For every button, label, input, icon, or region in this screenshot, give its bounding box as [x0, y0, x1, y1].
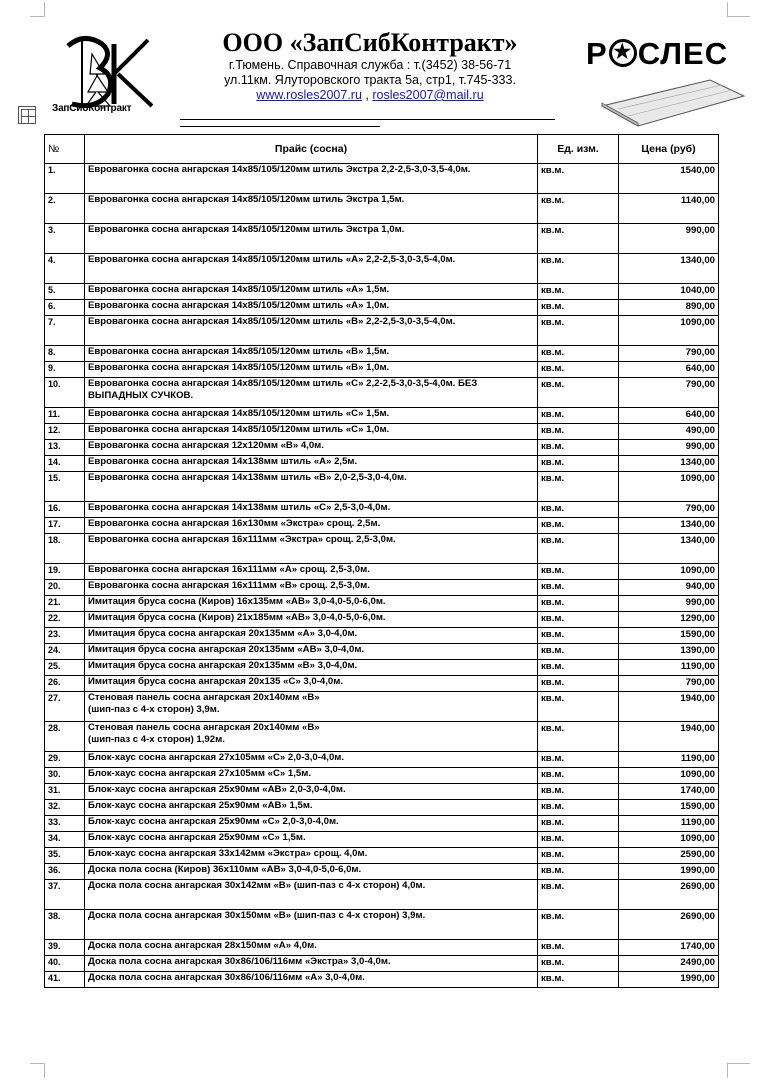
row-product-name: Доска пола сосна (Киров) 36х110мм «АВ» 3,0-4,0-5,0-6,0м.: [85, 864, 538, 880]
row-unit: кв.м.: [538, 346, 619, 362]
row-number: 25.: [45, 660, 85, 676]
row-number: 6.: [45, 300, 85, 316]
table-row: [45, 880, 719, 910]
row-price: 1340,00: [619, 456, 719, 472]
row-product-name: Имитация бруса сосна ангарская 20х135мм «А» 3,0-4,0м.: [85, 628, 538, 644]
header-name: Прайс (сосна): [85, 135, 538, 164]
row-product-name: Евровагонка сосна ангарская 16х111мм «А» срощ. 2,5-3,0м.: [85, 564, 538, 580]
table-row: [45, 768, 719, 784]
row-unit: кв.м.: [538, 784, 619, 800]
row-unit: кв.м.: [538, 472, 619, 502]
row-number: 34.: [45, 832, 85, 848]
table-row: [45, 956, 719, 972]
row-product-name: Блок-хаус сосна ангарская 25х90мм «АВ» 2,0-3,0-4,0м.: [85, 784, 538, 800]
row-product-name: Имитация бруса сосна ангарская 20х135 «С» 3,0-4,0м.: [85, 676, 538, 692]
row-number: 21.: [45, 596, 85, 612]
table-row: [45, 816, 719, 832]
row-product-name: Евровагонка сосна ангарская 14х138мм штиль «В» 2,0-2,5-3,0-4,0м.: [85, 472, 538, 502]
table-row: [45, 676, 719, 692]
row-product-name: Евровагонка сосна ангарская 12х120мм «В» 4,0м.: [85, 440, 538, 456]
table-row: [45, 752, 719, 768]
row-unit: кв.м.: [538, 254, 619, 284]
row-number: 15.: [45, 472, 85, 502]
row-unit: кв.м.: [538, 518, 619, 534]
row-number: 30.: [45, 768, 85, 784]
row-price: 990,00: [619, 596, 719, 612]
row-number: 36.: [45, 864, 85, 880]
row-price: 1590,00: [619, 800, 719, 816]
row-price: 790,00: [619, 378, 719, 408]
row-product-name: Блок-хаус сосна ангарская 25х90мм «АВ» 1,5м.: [85, 800, 538, 816]
row-unit: кв.м.: [538, 940, 619, 956]
row-unit: кв.м.: [538, 628, 619, 644]
row-product-name: Доска пола сосна ангарская 28х150мм «А» 4,0м.: [85, 940, 538, 956]
row-unit: кв.м.: [538, 880, 619, 910]
row-unit: кв.м.: [538, 660, 619, 676]
table-row: [45, 800, 719, 816]
row-price: 1390,00: [619, 644, 719, 660]
row-product-name: Евровагонка сосна ангарская 14х138мм штиль «А» 2,5м.: [85, 456, 538, 472]
row-price: 1540,00: [619, 164, 719, 194]
table-row: [45, 378, 719, 408]
brand-text-start: Р: [586, 36, 608, 71]
row-product-name: Евровагонка сосна ангарская 14х85/105/120мм штиль «А» 2,2-2,5-3,0-3,5-4,0м.: [85, 254, 538, 284]
company-links: [170, 88, 570, 103]
row-product-name: Евровагонка сосна ангарская 14х85/105/120мм штиль «В» 2,2-2,5-3,0-3,5-4,0м.: [85, 316, 538, 346]
row-unit: кв.м.: [538, 378, 619, 408]
row-price: 1990,00: [619, 972, 719, 988]
row-unit: кв.м.: [538, 164, 619, 194]
row-unit: кв.м.: [538, 800, 619, 816]
table-row: [45, 940, 719, 956]
website-link[interactable]: www.rosles2007.ru: [256, 88, 362, 102]
row-unit: кв.м.: [538, 456, 619, 472]
row-product-name: Евровагонка сосна ангарская 14х85/105/120мм штиль Экстра 2,2-2,5-3,0-3,5-4,0м.: [85, 164, 538, 194]
row-price: 1190,00: [619, 752, 719, 768]
table-row: [45, 362, 719, 378]
table-row: [45, 628, 719, 644]
row-price: 990,00: [619, 224, 719, 254]
table-row: [45, 534, 719, 564]
company-name: ООО «ЗапСибКонтракт»: [222, 28, 518, 57]
table-row: [45, 864, 719, 880]
row-price: 1090,00: [619, 768, 719, 784]
row-unit: кв.м.: [538, 956, 619, 972]
row-product-name: Евровагонка сосна ангарская 14х85/105/120мм штиль «А» 1,0м.: [85, 300, 538, 316]
row-product-name: Евровагонка сосна ангарская 14х85/105/120мм штиль «А» 1,5м.: [85, 284, 538, 300]
row-number: 24.: [45, 644, 85, 660]
row-unit: кв.м.: [538, 362, 619, 378]
row-unit: кв.м.: [538, 752, 619, 768]
page-corner-mark: [727, 1063, 750, 1078]
brand-text-end: СЛЕС: [637, 36, 729, 71]
table-header-row: [45, 135, 719, 164]
row-product-name: Доска пола сосна ангарская 30х86/106/116мм «Экстра» 3,0-4,0м.: [85, 956, 538, 972]
row-price: 1190,00: [619, 660, 719, 676]
header-rule: [180, 119, 555, 120]
row-price: 790,00: [619, 346, 719, 362]
row-price: 1340,00: [619, 254, 719, 284]
row-price: 2490,00: [619, 956, 719, 972]
row-number: 8.: [45, 346, 85, 362]
row-price: 1290,00: [619, 612, 719, 628]
row-number: 1.: [45, 164, 85, 194]
table-row: [45, 972, 719, 988]
brand-logo: [586, 36, 728, 72]
table-row: [45, 784, 719, 800]
company-header: [170, 28, 570, 103]
row-price: 2690,00: [619, 910, 719, 940]
row-product-name: Доска пола сосна ангарская 30х150мм «В» (шип-паз с 4-х сторон) 3,9м.: [85, 910, 538, 940]
table-row: [45, 580, 719, 596]
row-product-name: Евровагонка сосна ангарская 16х111мм «В» срощ. 2,5-3,0м.: [85, 580, 538, 596]
row-product-name: Стеновая панель сосна ангарская 20х140мм «В» (шип-паз с 4-х сторон) 1,92м.: [85, 722, 538, 752]
row-number: 13.: [45, 440, 85, 456]
company-address-line: ул.11км. Ялуторовского тракта 5а, стр1, т.745-333.: [224, 73, 516, 87]
table-row: [45, 832, 719, 848]
row-unit: кв.м.: [538, 768, 619, 784]
row-unit: кв.м.: [538, 194, 619, 224]
links-separator: ,: [361, 88, 373, 102]
row-price: 1340,00: [619, 534, 719, 564]
row-product-name: Евровагонка сосна ангарская 16х111мм «Экстра» срощ. 2,5-3,0м.: [85, 534, 538, 564]
row-number: 17.: [45, 518, 85, 534]
row-number: 2.: [45, 194, 85, 224]
row-unit: кв.м.: [538, 816, 619, 832]
table-row: [45, 254, 719, 284]
logo-caption: ЗапСибКонтракт: [52, 103, 132, 114]
table-row: [45, 164, 719, 194]
row-number: 41.: [45, 972, 85, 988]
row-product-name: Стеновая панель сосна ангарская 20х140мм «В» (шип-паз с 4-х сторон) 3,9м.: [85, 692, 538, 722]
row-price: 1940,00: [619, 722, 719, 752]
row-unit: кв.м.: [538, 676, 619, 692]
row-product-name: Блок-хаус сосна ангарская 33х142мм «Экстра» срощ. 4,0м.: [85, 848, 538, 864]
row-price: 1740,00: [619, 940, 719, 956]
row-unit: кв.м.: [538, 722, 619, 752]
row-number: 12.: [45, 424, 85, 440]
row-number: 32.: [45, 800, 85, 816]
row-price: 790,00: [619, 676, 719, 692]
row-product-name: Блок-хаус сосна ангарская 27х105мм «С» 2,0-3,0-4,0м.: [85, 752, 538, 768]
table-row: [45, 518, 719, 534]
row-number: 37.: [45, 880, 85, 910]
row-unit: кв.м.: [538, 864, 619, 880]
row-unit: кв.м.: [538, 300, 619, 316]
row-price: 1990,00: [619, 864, 719, 880]
row-unit: кв.м.: [538, 848, 619, 864]
row-price: 1090,00: [619, 832, 719, 848]
row-product-name: Евровагонка сосна ангарская 14х85/105/120мм штиль «В» 1,0м.: [85, 362, 538, 378]
row-number: 4.: [45, 254, 85, 284]
row-number: 3.: [45, 224, 85, 254]
table-row: [45, 440, 719, 456]
row-number: 10.: [45, 378, 85, 408]
row-unit: кв.м.: [538, 644, 619, 660]
row-unit: кв.м.: [538, 534, 619, 564]
row-number: 16.: [45, 502, 85, 518]
row-number: 18.: [45, 534, 85, 564]
table-row: [45, 692, 719, 722]
table-row: [45, 284, 719, 300]
row-unit: кв.м.: [538, 408, 619, 424]
table-row: [45, 300, 719, 316]
row-price: 1190,00: [619, 816, 719, 832]
table-move-handle-icon[interactable]: [18, 106, 36, 124]
row-number: 19.: [45, 564, 85, 580]
row-product-name: Имитация бруса сосна (Киров) 16х135мм «АВ» 3,0-4,0-5,0-6,0м.: [85, 596, 538, 612]
table-row: [45, 316, 719, 346]
row-price: 1740,00: [619, 784, 719, 800]
row-price: 990,00: [619, 440, 719, 456]
row-price: 640,00: [619, 362, 719, 378]
row-product-name: Евровагонка сосна ангарская 14х85/105/120мм штиль «С» 2,2-2,5-3,0-3,5-4,0м. БЕЗ ВЫПАДНЫХ СУЧКОВ.: [85, 378, 538, 408]
table-row: [45, 346, 719, 362]
table-row: [45, 472, 719, 502]
row-unit: кв.м.: [538, 580, 619, 596]
table-row: [45, 660, 719, 676]
page-corner-mark: [727, 2, 750, 17]
row-product-name: Евровагонка сосна ангарская 14х138мм штиль «С» 2,5-3,0-4,0м.: [85, 502, 538, 518]
row-product-name: Имитация бруса сосна ангарская 20х135мм «В» 3,0-4,0м.: [85, 660, 538, 676]
header-unit: Ед. изм.: [538, 135, 619, 164]
row-unit: кв.м.: [538, 596, 619, 612]
row-unit: кв.м.: [538, 224, 619, 254]
row-number: 35.: [45, 848, 85, 864]
row-unit: кв.м.: [538, 692, 619, 722]
row-price: 1090,00: [619, 564, 719, 580]
row-unit: кв.м.: [538, 910, 619, 940]
table-row: [45, 224, 719, 254]
header-rule: [180, 126, 380, 127]
row-price: 490,00: [619, 424, 719, 440]
row-product-name: Евровагонка сосна ангарская 14х85/105/120мм штиль «В» 1,5м.: [85, 346, 538, 362]
row-product-name: Евровагонка сосна ангарская 14х85/105/120мм штиль Экстра 1,5м.: [85, 194, 538, 224]
row-unit: кв.м.: [538, 316, 619, 346]
row-price: 1340,00: [619, 518, 719, 534]
row-price: 790,00: [619, 502, 719, 518]
table-row: [45, 644, 719, 660]
row-price: 890,00: [619, 300, 719, 316]
row-product-name: Евровагонка сосна ангарская 14х85/105/120мм штиль «С» 1,5м.: [85, 408, 538, 424]
row-product-name: Блок-хаус сосна ангарская 25х90мм «С» 1,5м.: [85, 832, 538, 848]
row-unit: кв.м.: [538, 612, 619, 628]
row-number: 22.: [45, 612, 85, 628]
row-price: 2590,00: [619, 848, 719, 864]
page-corner-mark: [30, 2, 45, 17]
table-row: [45, 848, 719, 864]
company-phone-line: г.Тюмень. Справочная служба : т.(3452) 38-56-71: [228, 58, 512, 72]
row-product-name: Доска пола сосна ангарская 30х86/106/116мм «А» 3,0-4,0м.: [85, 972, 538, 988]
header-num: №: [45, 135, 85, 164]
wood-board-image: [598, 76, 748, 128]
row-price: 2690,00: [619, 880, 719, 910]
row-number: 26.: [45, 676, 85, 692]
page-corner-mark: [30, 1063, 45, 1078]
row-price: 1940,00: [619, 692, 719, 722]
row-number: 27.: [45, 692, 85, 722]
row-unit: кв.м.: [538, 972, 619, 988]
row-unit: кв.м.: [538, 424, 619, 440]
row-number: 28.: [45, 722, 85, 752]
row-number: 38.: [45, 910, 85, 940]
email-link[interactable]: rosles2007@mail.ru: [372, 88, 484, 102]
table-row: [45, 722, 719, 752]
row-product-name: Евровагонка сосна ангарская 14х85/105/120мм штиль Экстра 1,0м.: [85, 224, 538, 254]
row-number: 5.: [45, 284, 85, 300]
row-product-name: Имитация бруса сосна ангарская 20х135мм «АВ» 3,0-4,0м.: [85, 644, 538, 660]
row-number: 40.: [45, 956, 85, 972]
row-product-name: Блок-хаус сосна ангарская 25х90мм «С» 2,0-3,0-4,0м.: [85, 816, 538, 832]
table-row: [45, 910, 719, 940]
table-row: [45, 456, 719, 472]
row-number: 29.: [45, 752, 85, 768]
star-icon: ★: [609, 39, 637, 67]
row-number: 7.: [45, 316, 85, 346]
row-unit: кв.м.: [538, 284, 619, 300]
table-row: [45, 424, 719, 440]
row-number: 20.: [45, 580, 85, 596]
row-product-name: Евровагонка сосна ангарская 16х130мм «Экстра» срощ. 2,5м.: [85, 518, 538, 534]
row-unit: кв.м.: [538, 502, 619, 518]
row-price: 1090,00: [619, 316, 719, 346]
row-price: 1090,00: [619, 472, 719, 502]
row-number: 14.: [45, 456, 85, 472]
row-price: 1590,00: [619, 628, 719, 644]
row-number: 23.: [45, 628, 85, 644]
row-price: 1040,00: [619, 284, 719, 300]
table-row: [45, 564, 719, 580]
row-number: 11.: [45, 408, 85, 424]
table-row: [45, 596, 719, 612]
row-price: 940,00: [619, 580, 719, 596]
row-product-name: Доска пола сосна ангарская 30х142мм «В» (шип-паз с 4-х сторон) 4,0м.: [85, 880, 538, 910]
row-number: 39.: [45, 940, 85, 956]
table-row: [45, 502, 719, 518]
table-row: [45, 612, 719, 628]
row-number: 31.: [45, 784, 85, 800]
table-row: [45, 194, 719, 224]
row-product-name: Евровагонка сосна ангарская 14х85/105/120мм штиль «С» 1,0м.: [85, 424, 538, 440]
row-unit: кв.м.: [538, 832, 619, 848]
row-product-name: Блок-хаус сосна ангарская 27х105мм «С» 1,5м.: [85, 768, 538, 784]
row-price: 1140,00: [619, 194, 719, 224]
row-unit: кв.м.: [538, 440, 619, 456]
header-price: Цена (руб): [619, 135, 719, 164]
row-price: 640,00: [619, 408, 719, 424]
row-number: 33.: [45, 816, 85, 832]
row-unit: кв.м.: [538, 564, 619, 580]
row-product-name: Имитация бруса сосна (Киров) 21х185мм «АВ» 3,0-4,0-5,0-6,0м.: [85, 612, 538, 628]
price-table: [44, 134, 719, 988]
row-number: 9.: [45, 362, 85, 378]
table-row: [45, 408, 719, 424]
